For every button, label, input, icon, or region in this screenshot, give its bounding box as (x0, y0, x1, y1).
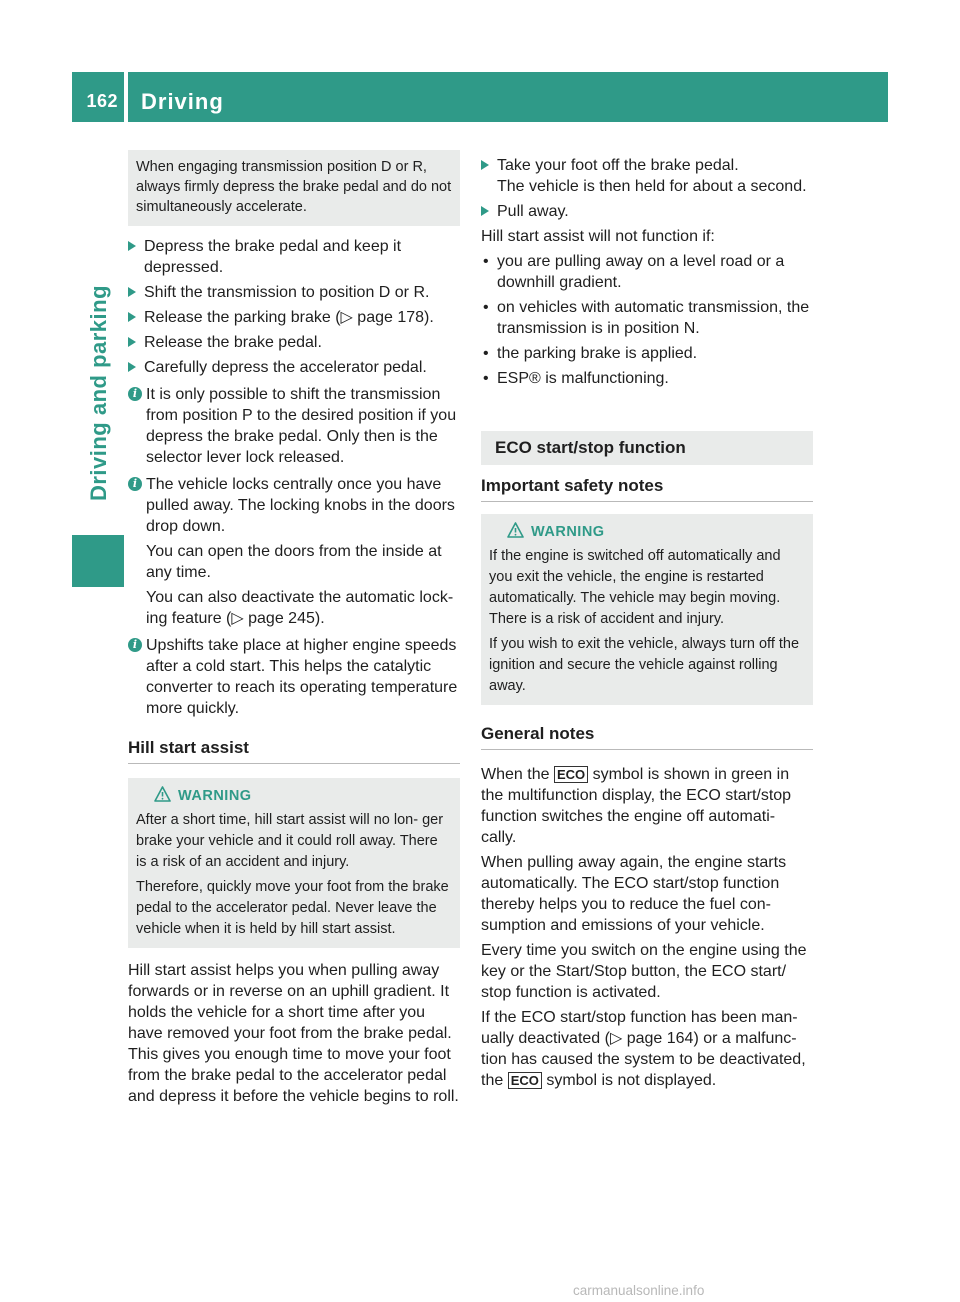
step-text: Release the parking brake (▷ page 178). (144, 309, 434, 326)
warning-text: If the engine is switched off automatically and you exit the vehicle, the engine is restarted automatically. The vehicle may begin moving. There is a risk of accident and injury. (489, 548, 781, 627)
warning-text: Therefore, quickly move your foot from the brake pedal to the accelerator pedal. Never leave the vehicle when it is held by hill start assist. (136, 879, 449, 937)
section-header (128, 72, 888, 122)
warning-box (128, 778, 460, 948)
arrow-icon (481, 160, 489, 170)
section-title: Driving (141, 89, 224, 114)
step-text: Release the brake pedal. (144, 334, 322, 351)
hill-start-body: Hill start assist helps you when pulling away forwards or in reverse on an uphill gradient. It holds the vehicle for a short time after you have removed your foot from the brake pedal. This gives you enough time to move your foot from the brake pedal to the accelerator pedal and depress it before the vehicle begins to roll. (128, 962, 459, 1105)
info-text: The vehicle locks centrally once you have pulled away. The locking knobs in the doors drop down. (146, 476, 455, 535)
step-item (128, 357, 460, 378)
step-text: Take your foot off the brake pedal. (497, 157, 739, 174)
warning-icon (507, 522, 524, 538)
eco-heading (481, 431, 813, 465)
right-column (481, 155, 813, 1091)
bullet-text: the parking brake is applied. (497, 345, 698, 362)
info-text: You can open the doors from the inside at any time. (146, 543, 442, 581)
bullet-icon: • (483, 253, 489, 270)
side-tab-label: Driving and parking (86, 284, 111, 502)
info-icon: i (128, 477, 142, 491)
general-notes-text: Every time you switch on the engine using the key or the Start/Stop button, the ECO start/ stop function is activated. (481, 942, 807, 1001)
info-note (128, 474, 460, 629)
step-text: Pull away. (497, 203, 569, 220)
general-notes-text (481, 764, 813, 848)
safety-notes-heading: Important safety notes (481, 475, 813, 502)
list-item (481, 343, 813, 364)
step-subtext: The vehicle is then held for about a second. (497, 178, 807, 195)
list-item (481, 368, 813, 389)
arrow-icon (128, 241, 136, 251)
note-box: When engaging transmission position D or R, always firmly depress the brake pedal and do not simultaneously accelerate. (128, 150, 460, 226)
step-item (128, 332, 460, 353)
step-item (481, 201, 813, 222)
bullet-text: on vehicles with automatic transmission, the transmission is in position N. (497, 299, 810, 337)
info-text: Upshifts take place at higher engine speeds after a cold start. This helps the catalytic converter to reach its operating temperature more quickly. (146, 637, 458, 717)
list-item (481, 251, 813, 293)
general-notes-text (481, 1007, 813, 1091)
warning-text: After a short time, hill start assist will no lon- ger brake your vehicle and it could roll away. There is a risk of an accident and injury. (136, 812, 444, 870)
eco-symbol-icon: ECO (554, 766, 588, 783)
warning-label: WARNING (531, 524, 605, 540)
arrow-icon (481, 206, 489, 216)
warning-text: If you wish to exit the vehicle, always turn off the ignition and secure the vehicle against rolling away. (489, 636, 800, 694)
info-icon: i (128, 387, 142, 401)
eco-heading-text: ECO start/stop function (495, 438, 686, 457)
list-item (481, 297, 813, 339)
bullet-icon: • (483, 345, 489, 362)
arrow-icon (128, 337, 136, 347)
warning-label: WARNING (178, 788, 252, 804)
step-item (128, 236, 460, 278)
info-icon: i (128, 638, 142, 652)
text-fragment: When the (481, 766, 550, 783)
hill-start-heading: Hill start assist (128, 737, 460, 764)
arrow-icon (128, 362, 136, 372)
arrow-icon (128, 312, 136, 322)
step-text: Shift the transmission to position D or R. (144, 284, 430, 301)
step-item (128, 282, 460, 303)
text-fragment: If the ECO start/stop function has been man- ually deactivated (▷ page 164) or a malfunc- tion has caused the system to be deactivated, the (481, 1009, 806, 1089)
arrow-icon (128, 287, 136, 297)
step-text: Depress the brake pedal and keep it depressed. (144, 238, 402, 276)
text-fragment: symbol is not displayed. (546, 1072, 717, 1089)
page-number: 162 (86, 91, 118, 111)
info-text: You can also deactivate the automatic lock- ing feature (▷ page 245). (146, 589, 454, 627)
text-fragment: symbol is shown in green in the multifunction display, the ECO start/stop function switches the engine off automati- cally. (481, 766, 792, 846)
info-note (128, 384, 460, 468)
left-column (128, 150, 460, 1107)
general-notes-heading: General notes (481, 723, 813, 750)
info-text: It is only possible to shift the transmission from position P to the desired position if you depress the brake pedal. Only then is the selector lever lock released. (146, 386, 457, 466)
bullet-text: ESP® is malfunctioning. (497, 370, 669, 387)
warning-icon (154, 786, 171, 802)
bullet-icon: • (483, 370, 489, 387)
bullet-text: you are pulling away on a level road or a downhill gradient. (497, 253, 785, 291)
side-tab-marker (72, 535, 124, 587)
not-function-intro: Hill start assist will not function if: (481, 228, 715, 245)
info-note (128, 635, 460, 719)
bullet-icon: • (483, 299, 489, 316)
warning-box (481, 514, 813, 705)
step-item (128, 307, 460, 328)
eco-symbol-icon: ECO (508, 1072, 542, 1089)
watermark: carmanualsonline.info (573, 1283, 705, 1298)
general-notes-text: When pulling away again, the engine starts automatically. The ECO start/stop function thereby helps you to reduce the fuel con- sumption and emissions of your vehicle. (481, 854, 787, 934)
step-text: Carefully depress the accelerator pedal. (144, 359, 427, 376)
page-number-block (72, 72, 124, 122)
step-item (481, 155, 813, 197)
